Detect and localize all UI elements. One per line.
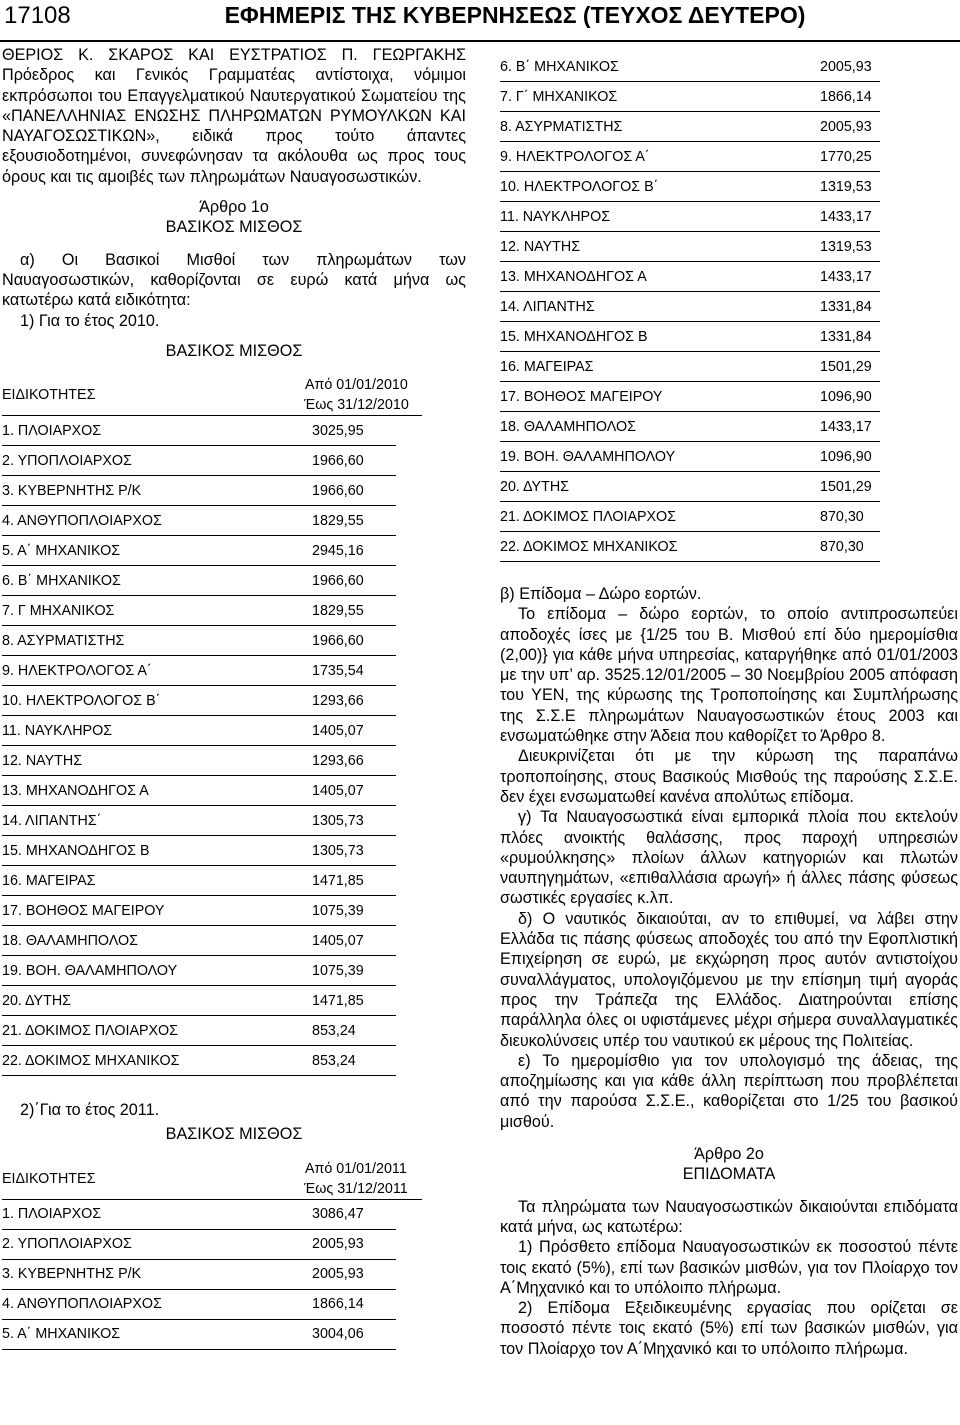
salary-cell: 1405,07 — [312, 926, 396, 956]
article1-title: Άρθρο 1ο — [199, 198, 269, 217]
specialty-cell: 20. ΔΥΤΗΣ — [2, 986, 312, 1016]
salary-table-2010 — [2, 416, 396, 1076]
specialty-cell: 4. ΑΝΘΥΠΟΠΛΟΙΑΡΧΟΣ — [2, 1289, 312, 1319]
paragraph-a: α) Οι Βασικοί Μισθοί των πληρωμάτων των Ναυαγοσωστικών, καθορίζονται σε ευρώ κατά μήνα ως κατωτέρω κατά ειδικότητα: — [2, 250, 466, 310]
specialty-cell: 18. ΘΑΛΑΜΗΠΟΛΟΣ — [2, 926, 312, 956]
specialty-cell: 22. ΔΟΚΙΜΟΣ ΜΗΧΑΝΙΚΟΣ — [2, 1046, 312, 1076]
specialty-cell: 1. ΠΛΟΙΑΡΧΟΣ — [2, 1200, 312, 1230]
specialty-cell: 12. ΝΑΥΤΗΣ — [500, 232, 820, 262]
salary-cell: 1735,54 — [312, 656, 396, 686]
specialty-cell: 12. ΝΑΥΤΗΣ — [2, 746, 312, 776]
salary-cell: 3025,95 — [312, 416, 396, 446]
table-2011-header — [2, 1159, 422, 1200]
salary-cell: 1966,60 — [312, 446, 396, 476]
salary-cell: 870,30 — [820, 502, 880, 532]
table-row — [2, 776, 396, 806]
article2-intro: Τα πληρώματα των Ναυαγοσωστικών δικαιούνται επιδόματα κατά μήνα, ως κατωτέρω: — [500, 1197, 958, 1236]
specialties-header: ΕΙΔΙΚΟΤΗΤΕΣ — [2, 387, 96, 404]
table-row — [500, 322, 880, 352]
period-from: Από 01/01/2011 — [304, 1160, 407, 1177]
specialty-cell: 21. ΔΟΚΙΜΟΣ ΠΛΟΙΑΡΧΟΣ — [500, 502, 820, 532]
table-2011-title: ΒΑΣΙΚΟΣ ΜΙΣΘΟΣ — [165, 1125, 303, 1144]
salary-cell: 1331,84 — [820, 292, 880, 322]
table-row — [500, 412, 880, 442]
salary-cell: 1501,29 — [820, 472, 880, 502]
salary-cell: 1501,29 — [820, 352, 880, 382]
table-row — [2, 1016, 396, 1046]
table-row — [500, 202, 880, 232]
specialty-cell: 2. ΥΠΟΠΛΟΙΑΡΧΟΣ — [2, 446, 312, 476]
table-row — [2, 416, 396, 446]
specialty-cell: 17. ΒΟΗΘΟΣ ΜΑΓΕΙΡΟΥ — [2, 896, 312, 926]
table-row — [2, 506, 396, 536]
table-2010-header — [2, 375, 422, 416]
table-row — [500, 172, 880, 202]
table-row — [2, 596, 396, 626]
salary-cell: 853,24 — [312, 1046, 396, 1076]
salary-cell: 1293,66 — [312, 686, 396, 716]
salary-cell: 1471,85 — [312, 986, 396, 1016]
specialty-cell: 5. Α΄ ΜΗΧΑΝΙΚΟΣ — [2, 536, 312, 566]
salary-cell: 1829,55 — [312, 506, 396, 536]
year-2010-label: 1) Για το έτος 2010. — [20, 311, 160, 330]
specialty-cell: 5. Α΄ ΜΗΧΑΝΙΚΟΣ — [2, 1319, 312, 1349]
article2-item-2: 2) Επίδομα Εξειδικευμένης εργασίας που ορίζεται σε ποσοστό πέντε τοις εκατό (5%) επί των βασικών μισθών, για τον Πλοίαρχο τον Α΄Μηχανικό και το υπόλοιπο πλήρωμα. — [500, 1299, 958, 1358]
paragraph-b-2: Διευκρινίζεται ότι με την κύρωση της παραπάνω τροποποίησης, στους Βασικούς Μισθούς της παρούσης Σ.Σ.Ε. δεν έχει ενσωματωθεί κανένα απολύτως επίδομα. — [500, 747, 958, 806]
specialty-cell: 9. ΗΛΕΚΤΡΟΛΟΓΟΣ Α΄ — [2, 656, 312, 686]
table-row — [500, 232, 880, 262]
table-row — [500, 472, 880, 502]
period-from: Από 01/01/2010 — [304, 377, 408, 394]
salary-cell: 1433,17 — [820, 412, 880, 442]
salary-cell: 2005,93 — [820, 112, 880, 142]
salary-cell: 1770,25 — [820, 142, 880, 172]
table-row — [2, 656, 396, 686]
specialty-cell: 22. ΔΟΚΙΜΟΣ ΜΗΧΑΝΙΚΟΣ — [500, 532, 820, 562]
specialty-cell: 14. ΛΙΠΑΝΤΗΣ΄ — [2, 806, 312, 836]
right-column — [500, 42, 958, 1359]
specialty-cell: 10. ΗΛΕΚΤΡΟΛΟΓΟΣ Β΄ — [2, 686, 312, 716]
table-row — [500, 262, 880, 292]
table-row — [2, 986, 396, 1016]
specialty-cell: 14. ΛΙΠΑΝΤΗΣ — [500, 292, 820, 322]
salary-cell: 1305,73 — [312, 836, 396, 866]
paragraph-c: γ) Τα Ναυαγοσωστικά είναι εμπορικά πλοία που εκτελούν πλόες ανοικτής θαλάσσης, προς παροχή υπηρεσιών «ρυμούλκησης» πλοίων άλλων κατηγοριών και πλωτών ναυπηγημάτων, «επιθαλλάσια αρωγή» ή άλλες πάσης φύσεως σωστικές εργασίες κ.λπ. — [500, 808, 958, 908]
article2-subtitle: ΕΠΙΔΟΜΑΤΑ — [682, 1165, 776, 1184]
table-row — [2, 746, 396, 776]
article1-subtitle: ΒΑΣΙΚΟΣ ΜΙΣΘΟΣ — [165, 218, 303, 237]
specialty-cell: 11. ΝΑΥΚΛΗΡΟΣ — [2, 716, 312, 746]
salary-cell: 1319,53 — [820, 232, 880, 262]
specialty-cell: 8. ΑΣΥΡΜΑΤΙΣΤΗΣ — [500, 112, 820, 142]
salary-cell: 1075,39 — [312, 956, 396, 986]
table-row — [2, 626, 396, 656]
specialty-cell: 13. ΜΗΧΑΝΟΔΗΓΟΣ Α — [500, 262, 820, 292]
paragraph-b-title: β) Επίδομα – Δώρο εορτών. — [500, 585, 702, 603]
table-row — [2, 806, 396, 836]
salary-cell: 1829,55 — [312, 596, 396, 626]
year-2011-label: 2)΄Για το έτος 2011. — [20, 1101, 160, 1120]
table-row — [2, 926, 396, 956]
page-number: 17108 — [4, 2, 71, 29]
salary-cell: 1096,90 — [820, 382, 880, 412]
specialty-cell: 10. ΗΛΕΚΤΡΟΛΟΓΟΣ Β΄ — [500, 172, 820, 202]
specialty-cell: 13. ΜΗΧΑΝΟΔΗΓΟΣ Α — [2, 776, 312, 806]
specialty-cell: 15. ΜΗΧΑΝΟΔΗΓΟΣ Β — [2, 836, 312, 866]
specialty-cell: 3. ΚΥΒΕΡΝΗΤΗΣ Ρ/Κ — [2, 1259, 312, 1289]
paragraph-e: ε) Το ημερομίσθιο για τον υπολογισμό της άδειας, της αποζημίωσης και για κάθε άλλη περίπτωση που προβλέπεται από την παρούσα Σ.Σ.Ε., καθορίζεται στο 1/25 του βασικού μισθού. — [500, 1051, 958, 1131]
table-row — [2, 1046, 396, 1076]
specialty-cell: 19. ΒΟΗ. ΘΑΛΑΜΗΠΟΛΟΥ — [500, 442, 820, 472]
article2-title: Άρθρο 2ο — [694, 1145, 764, 1164]
specialty-cell: 3. ΚΥΒΕΡΝΗΤΗΣ Ρ/Κ — [2, 476, 312, 506]
salary-cell: 1866,14 — [312, 1289, 396, 1319]
specialty-cell: 11. ΝΑΥΚΛΗΡΟΣ — [500, 202, 820, 232]
specialty-cell: 7. Γ ΜΗΧΑΝΙΚΟΣ — [2, 596, 312, 626]
salary-cell: 1866,14 — [820, 82, 880, 112]
salary-cell: 2005,93 — [312, 1259, 396, 1289]
specialty-cell: 15. ΜΗΧΑΝΟΔΗΓΟΣ Β — [500, 322, 820, 352]
specialty-cell: 8. ΑΣΥΡΜΑΤΙΣΤΗΣ — [2, 626, 312, 656]
salary-cell: 1096,90 — [820, 442, 880, 472]
table-row — [2, 1259, 396, 1289]
salary-cell: 2945,16 — [312, 536, 396, 566]
salary-cell: 1405,07 — [312, 716, 396, 746]
table-row — [2, 536, 396, 566]
salary-cell: 853,24 — [312, 1016, 396, 1046]
salary-cell: 1966,60 — [312, 626, 396, 656]
salary-cell: 1305,73 — [312, 806, 396, 836]
left-column — [2, 42, 466, 1350]
specialty-cell: 18. ΘΑΛΑΜΗΠΟΛΟΣ — [500, 412, 820, 442]
table-row — [500, 292, 880, 322]
page-header — [0, 0, 960, 44]
table-row — [2, 446, 396, 476]
specialty-cell: 19. ΒΟΗ. ΘΑΛΑΜΗΠΟΛΟΥ — [2, 956, 312, 986]
table-row — [500, 52, 880, 82]
salary-cell: 1075,39 — [312, 896, 396, 926]
specialty-cell: 2. ΥΠΟΠΛΟΙΑΡΧΟΣ — [2, 1229, 312, 1259]
gazette-title: ΕΦΗΜΕΡΙΣ ΤΗΣ ΚΥΒΕΡΝΗΣΕΩΣ (ΤΕΥΧΟΣ ΔΕΥΤΕΡΟ) — [224, 2, 806, 28]
specialties-header: ΕΙΔΙΚΟΤΗΤΕΣ — [2, 1170, 96, 1187]
specialty-cell: 6. Β΄ ΜΗΧΑΝΙΚΟΣ — [2, 566, 312, 596]
table-row — [2, 1289, 396, 1319]
table-row — [500, 382, 880, 412]
table-row — [2, 836, 396, 866]
table-row — [2, 686, 396, 716]
specialty-cell: 1. ΠΛΟΙΑΡΧΟΣ — [2, 416, 312, 446]
table-row — [2, 1229, 396, 1259]
article2-item-1: 1) Πρόσθετο επίδομα Ναυαγοσωστικών εκ ποσοστού πέντε τοις εκατό (5%), επί των βασικών μισθών, για τον Πλοίαρχο τον Α΄Μηχανικό και το υπόλοιπο πλήρωμα. — [500, 1238, 958, 1297]
specialty-cell: 16. ΜΑΓΕΙΡΑΣ — [2, 866, 312, 896]
specialty-cell: 4. ΑΝΘΥΠΟΠΛΟΙΑΡΧΟΣ — [2, 506, 312, 536]
period-to: Έως 31/12/2010 — [304, 397, 409, 414]
table-row — [500, 142, 880, 172]
table-row — [500, 442, 880, 472]
paragraph-b-1: Το επίδομα – δώρο εορτών, το οποίο αντιπροσωπεύει αποδοχές ίσες με {1/25 του Β. Μισθού επί δύο ημερομίσθια (2,00)} για κάθε μήνα υπηρεσίας, καταργήθηκε από 01/01/2003 με την υπ’ αρ. 3525.12/01/2005 – 30 Νοεμβρίου 2005 απόφαση του ΥΕΝ, της κύρωσης της Τροποποίησης και Συμπλήρωσης της Σ.Σ.Ε πληρωμάτων Ναυαγοσωστικών έτους 2003 και ενσωματώθηκε στην Άδεια που καθορίζετ το Άρθρο 8. — [500, 605, 958, 746]
salary-cell: 3004,06 — [312, 1319, 396, 1349]
specialty-cell: 20. ΔΥΤΗΣ — [500, 472, 820, 502]
table-row — [2, 956, 396, 986]
table-row — [2, 716, 396, 746]
salary-cell: 1319,53 — [820, 172, 880, 202]
specialty-cell: 21. ΔΟΚΙΜΟΣ ΠΛΟΙΑΡΧΟΣ — [2, 1016, 312, 1046]
intro-paragraph: ΘΕΡΙΟΣ Κ. ΣΚΑΡΟΣ ΚΑΙ ΕΥΣΤΡΑΤΙΟΣ Π. ΓΕΩΡΓΑΚΗΣ Πρόεδρος και Γενικός Γραμματέας αντίστοιχα, νόμιμοι εκπρόσωποι του Επαγγελματικού Ναυτεργατικού Σωματείου της «ΠΑΝΕΛΛΗΝΙΑΣ ΕΝΩΣΗΣ ΠΛΗΡΩΜΑΤΩΝ ΡΥΜΟΥΛΚΩΝ ΚΑΙ ΝΑΥΑΓΟΣΩΣΤΙΚΩΝ», ειδικά προς τούτο άπαντες εξουσιοδοτημένοι, συνεφώνησαν τα ακόλουθα ως προς τους όρους και τις αμοιβές των πληρωμάτων Ναυαγοσωστικών. — [2, 46, 466, 186]
table-row — [500, 352, 880, 382]
salary-cell: 1433,17 — [820, 262, 880, 292]
period-to: Έως 31/12/2011 — [304, 1180, 408, 1197]
salary-cell: 3086,47 — [312, 1200, 396, 1230]
table-row — [500, 82, 880, 112]
salary-cell: 1293,66 — [312, 746, 396, 776]
table-row — [500, 502, 880, 532]
paragraph-d: δ) Ο ναυτικός δικαιούται, αν το επιθυμεί, να λάβει στην Ελλάδα τις πάσης φύσεως αποδοχές του από την Εφοπλιστική Επιχείρηση σε ευρώ, με εκχώρηση προς αυτόν αντιστοίχου συναλλάγματος, υπολογιζόμενου με την επίσημη τιμή αγοράς προς την Τράπεζα της Ελλάδος. Διατηρούνται επίσης παράλληλα όλες οι υφιστάμενες μέχρι σήμερα συναλλαγματικές διευκολύνσεις υπέρ του ναυτικού εκ μέρους της Πολιτείας. — [500, 909, 958, 1050]
salary-cell: 870,30 — [820, 532, 880, 562]
salary-cell: 1471,85 — [312, 866, 396, 896]
table-row — [2, 476, 396, 506]
table-row — [2, 566, 396, 596]
specialty-cell: 9. ΗΛΕΚΤΡΟΛΟΓΟΣ Α΄ — [500, 142, 820, 172]
table-row — [2, 1200, 396, 1230]
salary-cell: 1966,60 — [312, 476, 396, 506]
table-row — [2, 866, 396, 896]
specialty-cell: 6. Β΄ ΜΗΧΑΝΙΚΟΣ — [500, 52, 820, 82]
salary-table-2011-continued — [500, 52, 880, 562]
salary-cell: 1433,17 — [820, 202, 880, 232]
table-2010-title: ΒΑΣΙΚΟΣ ΜΙΣΘΟΣ — [165, 341, 303, 360]
salary-cell: 1331,84 — [820, 322, 880, 352]
salary-cell: 2005,93 — [312, 1229, 396, 1259]
table-row — [500, 112, 880, 142]
table-row — [2, 1319, 396, 1349]
table-row — [2, 896, 396, 926]
specialty-cell: 16. ΜΑΓΕΙΡΑΣ — [500, 352, 820, 382]
specialty-cell: 17. ΒΟΗΘΟΣ ΜΑΓΕΙΡΟΥ — [500, 382, 820, 412]
specialty-cell: 7. Γ΄ ΜΗΧΑΝΙΚΟΣ — [500, 82, 820, 112]
salary-cell: 1966,60 — [312, 566, 396, 596]
salary-table-2011 — [2, 1200, 396, 1350]
table-row — [500, 532, 880, 562]
salary-cell: 2005,93 — [820, 52, 880, 82]
salary-cell: 1405,07 — [312, 776, 396, 806]
